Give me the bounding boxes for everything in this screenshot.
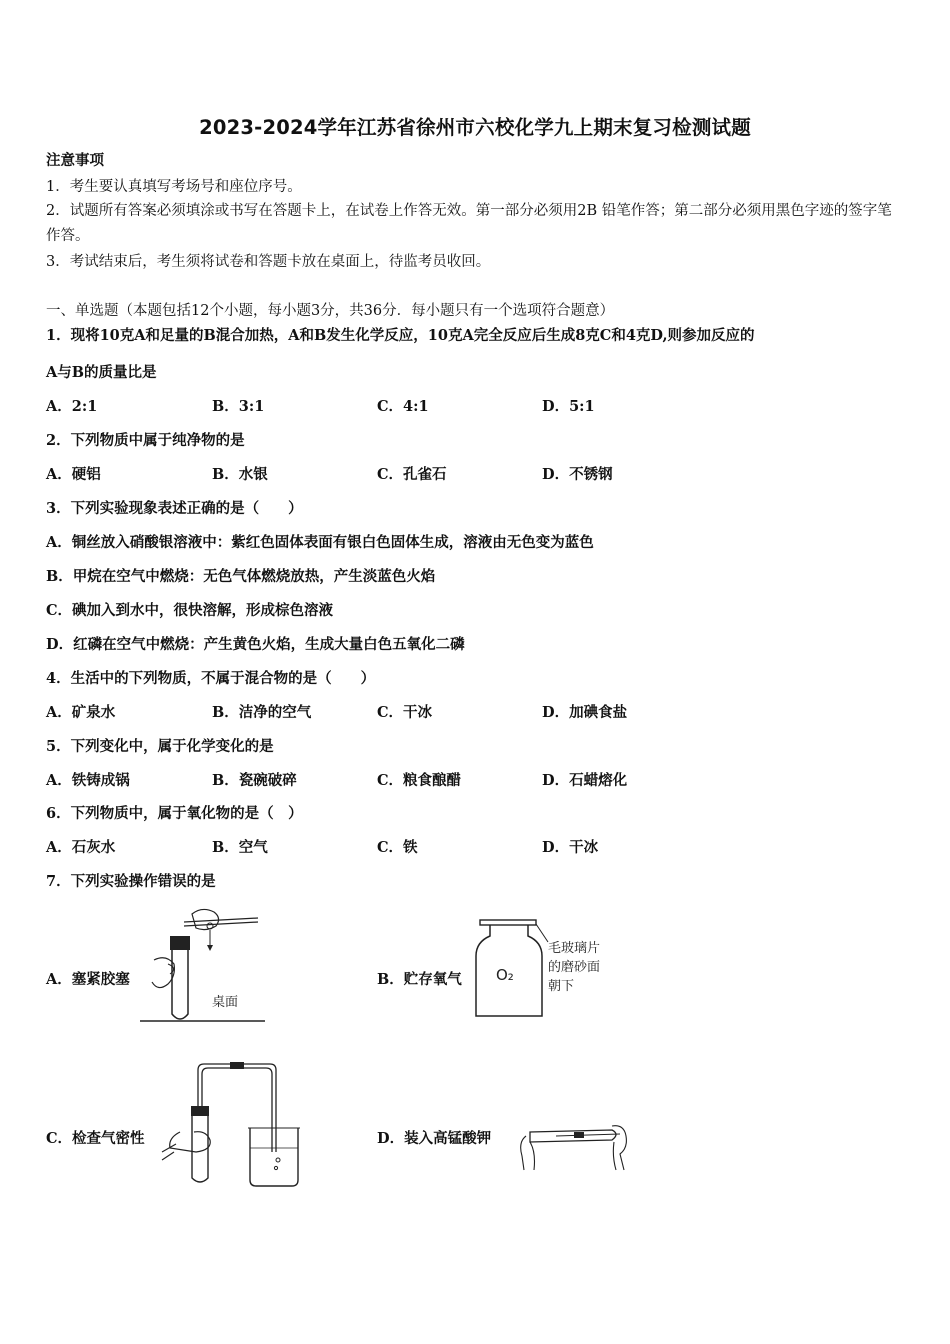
q1-option-b: B．3:1 xyxy=(212,398,265,415)
figure-oxygen-bottle xyxy=(472,916,632,1022)
figure-glass-note-1: 毛玻璃片 xyxy=(548,941,601,956)
notice-item-3: 3．考试结束后，考生须将试卷和答题卡放在桌面上，待监考员收回。 xyxy=(46,254,491,270)
q2-option-c: C．孔雀石 xyxy=(377,466,447,483)
question-4-stem: 4．生活中的下列物质，不属于混合物的是（ ） xyxy=(46,670,376,687)
q5-option-a: A．铁铸成锅 xyxy=(46,772,130,789)
q4-option-b: B．洁净的空气 xyxy=(212,704,312,721)
question-1-stem-cont: A与B的质量比是 xyxy=(46,364,157,381)
figure-glass-note-2: 的磨砂面 xyxy=(548,960,601,975)
q4-option-d: D．加碘食盐 xyxy=(542,704,628,721)
q7-option-c: C．检查气密性 xyxy=(46,1130,145,1147)
q4-option-c: C．干冰 xyxy=(377,704,433,721)
figure-o2-label: O₂ xyxy=(496,966,514,984)
q6-option-d: D．干冰 xyxy=(542,839,599,856)
q7-option-d: D．装入高锰酸钾 xyxy=(377,1130,492,1147)
question-2-stem: 2．下列物质中属于纯净物的是 xyxy=(46,432,245,449)
q6-option-c: C．铁 xyxy=(377,839,418,856)
question-7-stem: 7．下列实验操作错误的是 xyxy=(46,873,216,890)
q2-option-b: B．水银 xyxy=(212,466,268,483)
q1-option-d: D．5:1 xyxy=(542,398,595,415)
q6-option-a: A．石灰水 xyxy=(46,839,116,856)
q2-option-a: A．硬铝 xyxy=(46,466,101,483)
question-3-stem: 3．下列实验现象表述正确的是（ ） xyxy=(46,500,303,517)
question-5-stem: 5．下列变化中，属于化学变化的是 xyxy=(46,738,274,755)
q2-option-d: D．不锈钢 xyxy=(542,466,613,483)
notice-item-1: 1．考生要认真填写考场号和座位序号。 xyxy=(46,179,302,195)
figure-loading-powder xyxy=(516,1112,636,1178)
page-title: 2023-2024学年江苏省徐州市六校化学九上期末复习检测试题 xyxy=(199,116,751,139)
notice-item-2: 2．试题所有答案必须填涂或书写在答题卡上，在试卷上作答无效。第一部分必须用2B 铅笔作答；第二部分必须用黑色字迹的签字笔作答。 xyxy=(46,203,892,244)
question-6-stem: 6．下列物质中，属于氧化物的是（ ） xyxy=(46,805,303,822)
figure-airtightness-check xyxy=(158,1060,308,1190)
q7-option-b: B．贮存氧气 xyxy=(377,971,462,988)
q7-option-a: A．塞紧胶塞 xyxy=(46,971,130,988)
q3-option-b: B．甲烷在空气中燃烧：无色气体燃烧放热，产生淡蓝色火焰 xyxy=(46,568,436,585)
section-heading: 一、单选题（本题包括12个小题，每小题3分，共36分．每小题只有一个选项符合题意） xyxy=(46,303,615,319)
figure-glass-note-3: 朝下 xyxy=(548,979,575,994)
q5-option-d: D．石蜡熔化 xyxy=(542,772,628,789)
q1-option-a: A．2:1 xyxy=(46,398,98,415)
q4-option-a: A．矿泉水 xyxy=(46,704,116,721)
q3-option-d: D．红磷在空气中燃烧：产生黄色火焰，生成大量白色五氧化二磷 xyxy=(46,636,465,653)
question-1-stem: 1．现将10克A和足量的B混合加热，A和B发生化学反应，10克A完全反应后生成8克C和4克D,则参加反应的 xyxy=(46,327,755,344)
q3-option-a: A．铜丝放入硝酸银溶液中：紫红色固体表面有银白色固体生成，溶液由无色变为蓝色 xyxy=(46,534,594,551)
q5-option-c: C．粮食酿醋 xyxy=(377,772,462,789)
q5-option-b: B．瓷碗破碎 xyxy=(212,772,297,789)
q6-option-b: B．空气 xyxy=(212,839,268,856)
q3-option-c: C．碘加入到水中，很快溶解，形成棕色溶液 xyxy=(46,602,334,619)
q1-option-c: C．4:1 xyxy=(377,398,429,415)
figure-stopper-test-tube xyxy=(140,902,275,1027)
figure-desk-label: 桌面 xyxy=(212,995,239,1010)
notice-heading: 注意事项 xyxy=(46,152,104,169)
